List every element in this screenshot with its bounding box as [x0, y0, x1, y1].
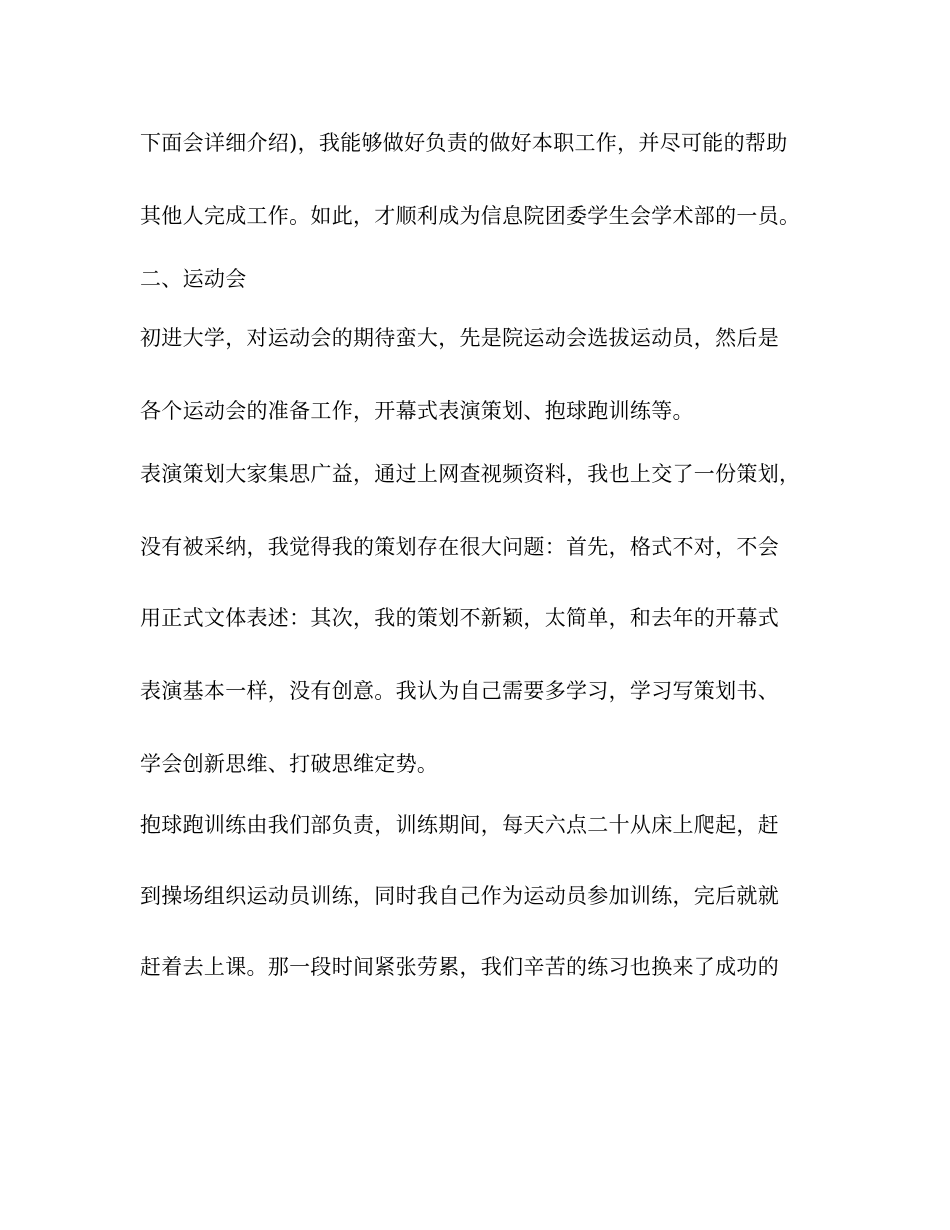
text-line-11: 到操场组织运动员训练，同时我自己作为运动员参加训练，完后就就: [140, 884, 779, 908]
text-line-3: 初进大学，对运动会的期待蛮大，先是院运动会选拔运动员，然后是: [140, 326, 779, 350]
text-line-12: 赶着去上课。那一段时间紧张劳累，我们辛苦的练习也换来了成功的: [140, 955, 779, 979]
section-heading: 二、运动会: [140, 267, 247, 291]
text-line-4: 各个运动会的准备工作，开幕式表演策划、抱球跑训练等。: [140, 399, 694, 423]
text-line-7: 用正式文体表述：其次，我的策划不新颖，太简单，和去年的开幕式: [140, 606, 779, 630]
text-line-1: 下面会详细介绍)，我能够做好负责的做好本职工作，并尽可能的帮助: [140, 131, 788, 155]
text-line-5: 表演策划大家集思广益，通过上网查视频资料，我也上交了一份策划，: [140, 462, 801, 486]
text-line-10: 抱球跑训练由我们部负责，训练期间，每天六点二十从床上爬起，赶: [140, 813, 779, 837]
text-line-2: 其他人完成工作。如此，才顺利成为信息院团委学生会学术部的一员。: [140, 204, 801, 228]
text-line-9: 学会创新思维、打破思维定势。: [140, 752, 439, 776]
text-line-6: 没有被采纳，我觉得我的策划存在很大问题：首先，格式不对，不会: [140, 535, 779, 559]
text-line-8: 表演基本一样，没有创意。我认为自己需要多学习，学习写策划书、: [140, 679, 779, 703]
